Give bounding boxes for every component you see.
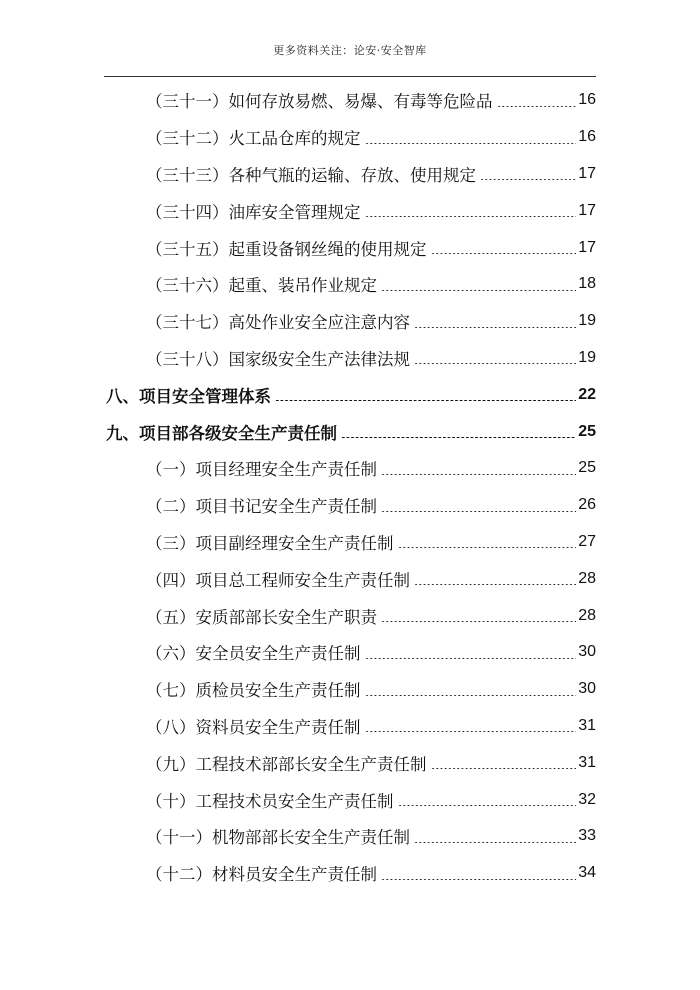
toc-entry-title: （三十三）各种气瓶的运输、存放、使用规定 [146,165,476,185]
toc-section-entry[interactable] [0,192,700,229]
toc-section-entry[interactable] [0,156,700,193]
toc-dot-leader [497,106,577,107]
toc-page-number: 31 [578,716,596,734]
toc-page-number: 16 [578,128,596,146]
toc-entry-title: （八）资料员安全生产责任制 [146,717,361,737]
toc-section-entry[interactable] [0,82,700,119]
toc-page-number: 30 [578,643,596,661]
toc-dot-leader [414,327,576,328]
toc-entry-title: （三十七）高处作业安全应注意内容 [146,313,410,333]
toc-dot-leader [480,179,576,180]
toc-section-entry[interactable] [0,671,700,708]
toc-entry-title: （三十四）油库安全管理规定 [146,202,361,222]
toc-chapter-entry[interactable] [0,413,700,450]
toc-page-number: 17 [578,201,596,219]
toc-dot-leader [365,216,577,217]
toc-entry-title: 八、项目安全管理体系 [106,386,271,406]
toc-page-number: 32 [578,790,596,808]
toc-section-entry[interactable] [0,303,700,340]
toc-dot-leader [414,363,576,364]
toc-dot-leader [414,842,576,843]
toc-entry-title: （十）工程技术员安全生产责任制 [146,791,394,811]
header-divider [104,76,596,77]
toc-page-number: 31 [578,753,596,771]
toc-page-number: 19 [578,348,596,366]
toc-section-entry[interactable] [0,487,700,524]
toc-entry-title: 九、项目部各级安全生产责任制 [106,423,337,443]
toc-page-number: 17 [578,164,596,182]
toc-dot-leader [414,584,576,585]
toc-page-number: 22 [578,385,596,403]
toc-dot-leader [381,474,576,475]
toc-entry-title: （三十一）如何存放易燃、易爆、有毒等危险品 [146,92,493,112]
toc-section-entry[interactable] [0,560,700,597]
toc-entry-title: （五）安质部部长安全生产职责 [146,607,377,627]
toc-dot-leader [398,805,577,806]
toc-page-number: 16 [578,91,596,109]
toc-section-entry[interactable] [0,524,700,561]
toc-entry-title: （三十六）起重、装吊作业规定 [146,276,377,296]
toc-section-entry[interactable] [0,597,700,634]
toc-section-entry[interactable] [0,855,700,892]
toc-section-entry[interactable] [0,119,700,156]
toc-dot-leader [365,731,577,732]
toc-dot-leader [431,253,577,254]
toc-page-number: 18 [578,275,596,293]
toc-section-entry[interactable] [0,818,700,855]
toc-section-entry[interactable] [0,744,700,781]
toc-entry-title: （一）项目经理安全生产责任制 [146,460,377,480]
toc-section-entry[interactable] [0,634,700,671]
toc-page-number: 17 [578,238,596,256]
toc-entry-title: （十一）机物部部长安全生产责任制 [146,828,410,848]
toc-entry-title: （六）安全员安全生产责任制 [146,644,361,664]
toc-page-number: 33 [578,827,596,845]
toc-dot-leader [381,621,576,622]
toc-dot-leader [365,658,577,659]
toc-dot-leader [341,437,576,438]
toc-entry-title: （七）质检员安全生产责任制 [146,681,361,701]
toc-section-entry[interactable] [0,781,700,818]
toc-entry-title: （三十八）国家级安全生产法律法规 [146,349,410,369]
toc-page-number: 27 [578,532,596,550]
toc-section-entry[interactable] [0,450,700,487]
toc-dot-leader [398,547,577,548]
toc-entry-title: （十二）材料员安全生产责任制 [146,865,377,885]
toc-section-entry[interactable] [0,266,700,303]
toc-section-entry[interactable] [0,229,700,266]
toc-section-entry[interactable] [0,340,700,377]
toc-chapter-entry[interactable] [0,376,700,413]
toc-section-entry[interactable] [0,708,700,745]
toc-entry-title: （九）工程技术部部长安全生产责任制 [146,754,427,774]
toc-dot-leader [381,511,576,512]
toc-page-number: 34 [578,864,596,882]
toc-entry-title: （三）项目副经理安全生产责任制 [146,533,394,553]
toc-dot-leader [275,400,576,401]
toc-entry-title: （四）项目总工程师安全生产责任制 [146,570,410,590]
toc-entry-title: （三十五）起重设备钢丝绳的使用规定 [146,239,427,259]
page-header: 更多资料关注：论安·安全智库 [273,44,427,57]
toc-page-number: 28 [578,606,596,624]
toc-page-number: 19 [578,312,596,330]
toc-dot-leader [381,290,576,291]
toc-page-number: 26 [578,496,596,514]
toc-dot-leader [381,879,576,880]
toc-page-number: 25 [578,422,596,440]
toc-dot-leader [431,768,577,769]
toc-page-number: 25 [578,459,596,477]
toc-dot-leader [365,143,577,144]
toc-page-number: 28 [578,569,596,587]
table-of-contents [0,82,700,892]
toc-entry-title: （三十二）火工品仓库的规定 [146,129,361,149]
toc-page-number: 30 [578,680,596,698]
toc-entry-title: （二）项目书记安全生产责任制 [146,497,377,517]
toc-dot-leader [365,695,577,696]
